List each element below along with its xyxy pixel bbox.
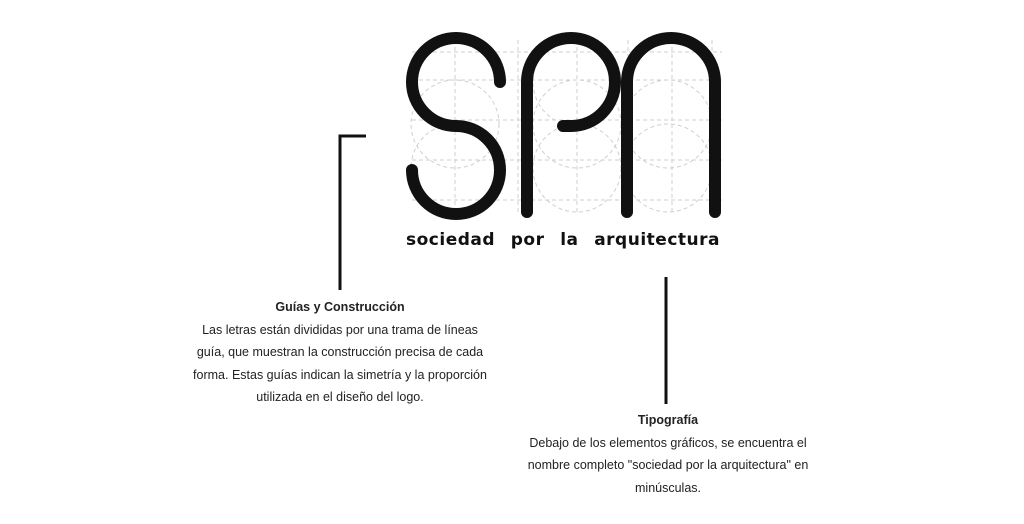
typography-annotation	[513, 409, 823, 499]
guides-text-line: Las letras están divididas por una trama de líneas	[202, 322, 478, 337]
guides-title: Guías y Construcción	[275, 300, 405, 314]
typography-text-line: Debajo de los elementos gráficos, se encuentra el	[529, 435, 807, 450]
tagline-word: arquitectura	[594, 230, 720, 250]
letter-a	[627, 38, 715, 212]
logo-tagline	[406, 230, 720, 250]
letter-s	[412, 38, 500, 214]
logo-letters	[412, 38, 715, 214]
tagline-word: la	[560, 230, 579, 250]
typography-title: Tipografía	[637, 413, 699, 427]
guides-callout-line	[340, 136, 366, 290]
guides-text-line: forma. Estas guías indican la simetría y la proporción	[193, 367, 487, 382]
guides-text-line: utilizada en el diseño del logo.	[256, 390, 424, 404]
guides-text-line: guía, que muestran la construcción precisa de cada	[196, 345, 484, 359]
tagline-word: sociedad	[406, 230, 496, 250]
guides-annotation	[185, 296, 495, 409]
typography-text-line: minúsculas.	[635, 480, 701, 495]
letter-p	[527, 38, 615, 212]
tagline-word: por	[510, 230, 545, 250]
typography-text-line: nombre completo "sociedad por la arquitectura" en	[527, 458, 809, 472]
